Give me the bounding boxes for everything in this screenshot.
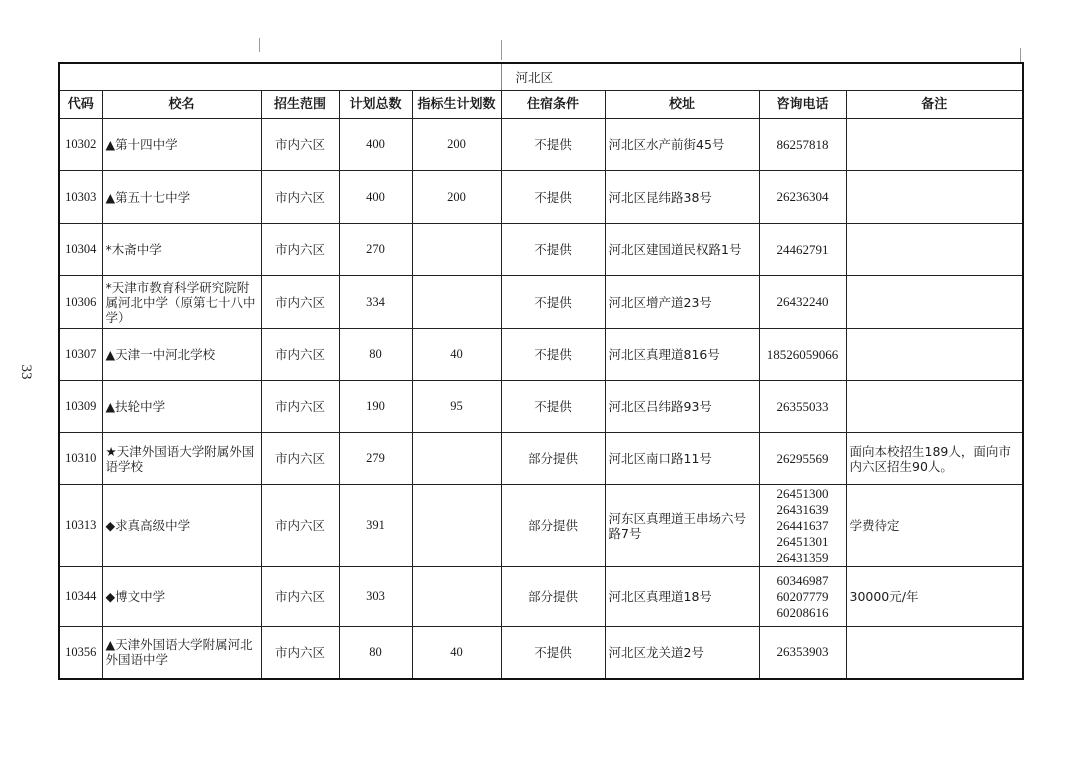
plan-total: 391	[339, 485, 412, 567]
remark	[846, 627, 1023, 679]
phone-number: 26441637	[776, 517, 829, 533]
school-name: ▲第十四中学	[102, 119, 261, 171]
school-code: 10304	[59, 224, 102, 276]
quota-plan	[412, 567, 501, 627]
plan-total: 80	[339, 329, 412, 381]
enrollment-scope: 市内六区	[261, 627, 339, 679]
district-spacer	[59, 63, 501, 91]
contact-phone	[759, 329, 846, 381]
school-code: 10302	[59, 119, 102, 171]
remark: 学费待定	[846, 485, 1023, 567]
school-address: 河北区水产前街45号	[605, 119, 759, 171]
enrollment-scope: 市内六区	[261, 567, 339, 627]
phone-number: 18526059066	[766, 346, 839, 362]
school-name: *天津市教育科学研究院附属河北中学（原第七十八中学）	[102, 276, 261, 329]
contact-phone	[759, 485, 846, 567]
quota-plan	[412, 485, 501, 567]
district-row	[59, 63, 1023, 91]
school-address: 河北区龙关道2号	[605, 627, 759, 679]
lodging-condition: 部分提供	[501, 485, 605, 567]
school-name: ▲第五十七中学	[102, 171, 261, 224]
school-code: 10356	[59, 627, 102, 679]
table-row	[59, 171, 1023, 224]
contact-phone	[759, 224, 846, 276]
plan-total: 80	[339, 627, 412, 679]
quota-plan: 40	[412, 329, 501, 381]
school-name: ★天津外国语大学附属外国语学校	[102, 433, 261, 485]
school-code: 10310	[59, 433, 102, 485]
table-row	[59, 567, 1023, 627]
plan-total: 190	[339, 381, 412, 433]
school-code: 10306	[59, 276, 102, 329]
quota-plan	[412, 433, 501, 485]
table-row	[59, 485, 1023, 567]
school-address: 河北区真理道18号	[605, 567, 759, 627]
table-row	[59, 119, 1023, 171]
school-name: *木斋中学	[102, 224, 261, 276]
phone-number: 26353903	[776, 644, 829, 660]
column-header-lodging: 住宿条件	[501, 91, 605, 119]
lodging-condition: 不提供	[501, 329, 605, 381]
lodging-condition: 部分提供	[501, 567, 605, 627]
table-row	[59, 381, 1023, 433]
phone-number: 26295569	[776, 450, 829, 466]
school-address: 河北区真理道816号	[605, 329, 759, 381]
remark	[846, 224, 1023, 276]
enrollment-scope: 市内六区	[261, 381, 339, 433]
admissions-table	[58, 62, 1024, 680]
phone-number: 60346987	[776, 572, 829, 588]
contact-phone	[759, 381, 846, 433]
table-row	[59, 329, 1023, 381]
quota-plan: 40	[412, 627, 501, 679]
lodging-condition: 部分提供	[501, 433, 605, 485]
school-code: 10344	[59, 567, 102, 627]
school-address: 河北区吕纬路93号	[605, 381, 759, 433]
table-row	[59, 433, 1023, 485]
enrollment-scope: 市内六区	[261, 433, 339, 485]
school-code: 10303	[59, 171, 102, 224]
enrollment-scope: 市内六区	[261, 485, 339, 567]
quota-plan: 200	[412, 119, 501, 171]
remark	[846, 276, 1023, 329]
school-code: 10307	[59, 329, 102, 381]
phone-number: 26451300	[776, 485, 829, 501]
school-code: 10313	[59, 485, 102, 567]
phone-number: 60207779	[776, 588, 829, 604]
contact-phone	[759, 119, 846, 171]
school-address: 河北区昆纬路38号	[605, 171, 759, 224]
enrollment-scope: 市内六区	[261, 171, 339, 224]
school-address: 河北区南口路11号	[605, 433, 759, 485]
enrollment-scope: 市内六区	[261, 329, 339, 381]
quota-plan	[412, 224, 501, 276]
quota-plan: 200	[412, 171, 501, 224]
contact-phone	[759, 567, 846, 627]
quota-plan: 95	[412, 381, 501, 433]
table-row	[59, 224, 1023, 276]
enrollment-scope: 市内六区	[261, 119, 339, 171]
remark: 30000元/年	[846, 567, 1023, 627]
contact-phone	[759, 433, 846, 485]
lodging-condition: 不提供	[501, 119, 605, 171]
table-row	[59, 276, 1023, 329]
enrollment-scope: 市内六区	[261, 276, 339, 329]
district-title: 河北区	[501, 63, 1023, 91]
phone-number: 26236304	[776, 189, 829, 204]
lodging-condition: 不提供	[501, 627, 605, 679]
remark: 面向本校招生189人，面向市内六区招生90人。	[846, 433, 1023, 485]
phone-number: 26431359	[776, 549, 829, 565]
remark	[846, 381, 1023, 433]
header-row	[59, 91, 1023, 119]
enrollment-scope: 市内六区	[261, 224, 339, 276]
school-address: 河北区增产道23号	[605, 276, 759, 329]
contact-phone	[759, 171, 846, 224]
school-name: ▲天津一中河北学校	[102, 329, 261, 381]
school-name: ◆求真高级中学	[102, 485, 261, 567]
plan-total: 270	[339, 224, 412, 276]
lodging-condition: 不提供	[501, 276, 605, 329]
school-name: ▲扶轮中学	[102, 381, 261, 433]
column-header-total: 计划总数	[339, 91, 412, 119]
plan-total: 334	[339, 276, 412, 329]
school-name: ▲天津外国语大学附属河北外国语中学	[102, 627, 261, 679]
lodging-condition: 不提供	[501, 171, 605, 224]
table-row	[59, 627, 1023, 679]
phone-number: 26431639	[776, 501, 829, 517]
scan-mark	[501, 40, 502, 60]
plan-total: 400	[339, 171, 412, 224]
column-header-name: 校名	[102, 91, 261, 119]
contact-phone	[759, 627, 846, 679]
column-header-address: 校址	[605, 91, 759, 119]
phone-number: 86257818	[776, 136, 829, 152]
page-number: 33	[18, 364, 34, 380]
lodging-condition: 不提供	[501, 224, 605, 276]
lodging-condition: 不提供	[501, 381, 605, 433]
scan-mark	[259, 38, 260, 52]
phone-number: 60208616	[776, 604, 829, 620]
plan-total: 279	[339, 433, 412, 485]
column-header-note: 备注	[846, 91, 1023, 119]
quota-plan	[412, 276, 501, 329]
column-header-phone: 咨询电话	[759, 91, 846, 119]
column-header-scope: 招生范围	[261, 91, 339, 119]
phone-number: 26451301	[776, 533, 829, 549]
school-name: ◆博文中学	[102, 567, 261, 627]
plan-total: 303	[339, 567, 412, 627]
scan-mark	[1020, 48, 1021, 62]
school-address: 河北区建国道民权路1号	[605, 224, 759, 276]
remark	[846, 119, 1023, 171]
contact-phone	[759, 276, 846, 329]
remark	[846, 329, 1023, 381]
column-header-quota: 指标生计划数	[412, 91, 501, 119]
phone-number: 26355033	[776, 398, 829, 414]
remark	[846, 171, 1023, 224]
school-code: 10309	[59, 381, 102, 433]
column-header-code: 代码	[59, 91, 102, 119]
school-address: 河东区真理道王串场六号路7号	[605, 485, 759, 567]
plan-total: 400	[339, 119, 412, 171]
phone-number: 26432240	[776, 294, 829, 309]
phone-number: 24462791	[776, 241, 829, 257]
